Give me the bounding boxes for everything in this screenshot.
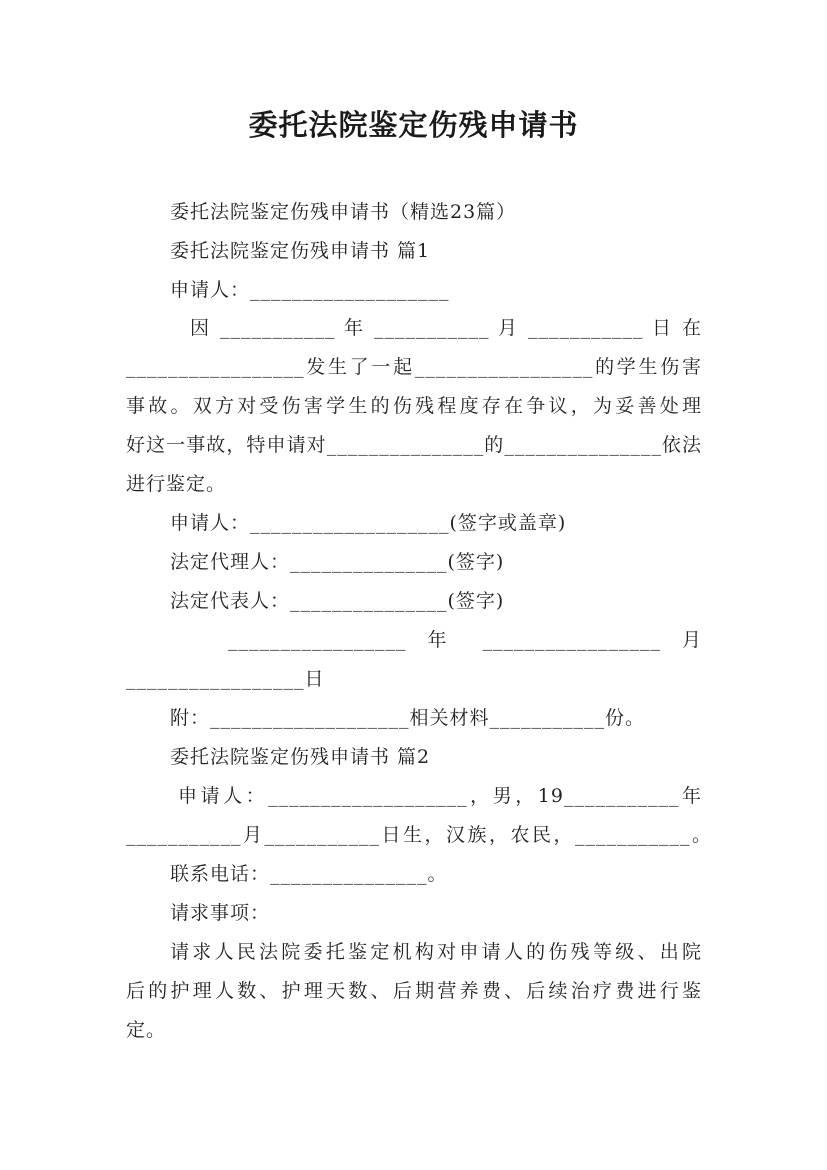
request-heading: 请求事项： <box>170 902 271 924</box>
applicant-signature-line: 申请人：___________________(签字或盖章) <box>170 512 567 534</box>
phone-line: 联系电话：_______________。 <box>170 863 448 885</box>
section-heading-1: 委托法院鉴定伤残申请书 篇1 <box>170 240 431 262</box>
body-text-line: 定。 <box>126 1019 167 1041</box>
legal-representative-line: 法定代表人：_______________(签字) <box>170 590 505 612</box>
attachment-line: 附：___________________相关材料___________份。 <box>170 707 646 729</box>
date-line: 因 ___________ 年 ___________ 月 ___________ 日 在 <box>190 317 702 339</box>
applicant-info-line: ___________月___________日生，汉族，农民，___________。 <box>126 824 712 846</box>
body-text-line: 进行鉴定。 <box>126 473 227 495</box>
body-text-line: 事故。双方对受伤害学生的伤残程度存在争议，为妥善处理 <box>126 395 702 417</box>
body-text-line: 请求人民法院委托鉴定机构对申请人的伤残等级、出院 <box>170 941 702 963</box>
body-text-line: 好这一事故，特申请对_______________的_______________依法 <box>126 434 702 456</box>
applicant-info-line: 申请人：___________________，男，19___________年 <box>178 785 702 807</box>
date-line: _________________ 年 _________________ 月 <box>228 629 702 651</box>
document-title: 委托法院鉴定伤残申请书 <box>248 108 579 142</box>
section-heading-2: 委托法院鉴定伤残申请书 篇2 <box>170 746 431 768</box>
legal-agent-line: 法定代理人：_______________(签字) <box>170 551 505 573</box>
body-text-line: _________________发生了一起_________________的学生伤害 <box>126 356 702 378</box>
date-line: _________________日 <box>126 668 325 690</box>
body-text-line: 后的护理人数、护理天数、后期营养费、后续治疗费进行鉴 <box>126 980 702 1002</box>
applicant-line: 申请人：___________________ <box>170 279 450 301</box>
subtitle-selection: 委托法院鉴定伤残申请书（精选23篇） <box>170 201 517 223</box>
